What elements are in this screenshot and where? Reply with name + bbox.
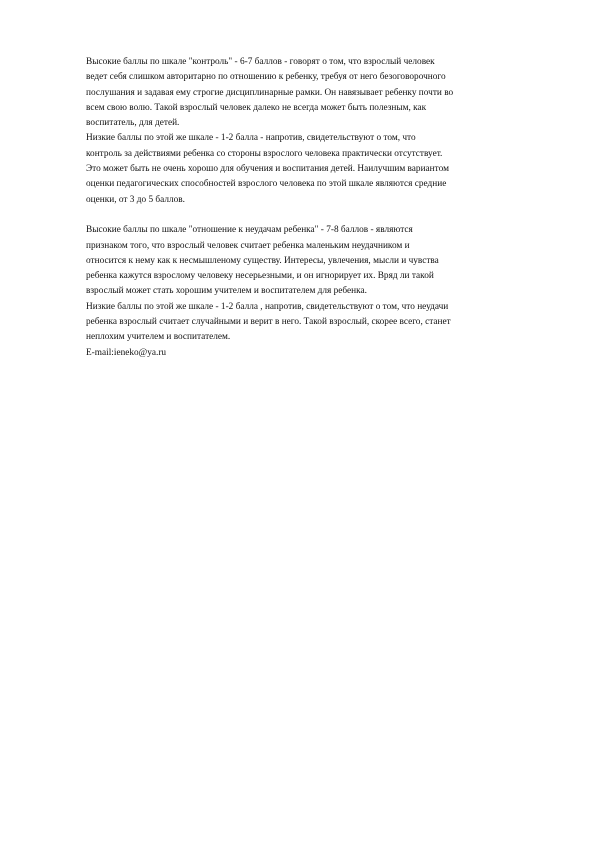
text-line: Высокие баллы по шкале "контроль" - 6-7 баллов - говорят о том, что взрослый человек (86, 57, 435, 67)
text-line: взрослый может стать хорошим учителем и воспитателем для ребенка. (86, 286, 367, 297)
paragraph-low-failure-attitude-score (86, 300, 526, 346)
paragraph-spacer (86, 208, 526, 223)
text-line: воспитатель, для детей. (86, 118, 180, 129)
paragraph-high-control-score (86, 55, 526, 131)
contact-email (86, 346, 526, 361)
text-line: ведет себя слишком авторитарно по отношению к ребенку, требуя от него безоговорочного (86, 72, 446, 83)
text-line: оценки, от 3 до 5 баллов. (86, 194, 186, 205)
text-line: оценки педагогических способностей взрослого человека по этой шкале являются средние (86, 179, 447, 190)
document-body (86, 55, 526, 361)
text-line: Низкие баллы по этой же шкале - 1-2 балла , напротив, свидетельствуют о том, что неудачи (86, 301, 449, 312)
text-line: относится к нему как к несмышленому существу. Интересы, увлечения, мысли и чувства (86, 255, 439, 266)
text-line: всем свою волю. Такой взрослый человек далеко не всегда может быть полезным, как (86, 102, 427, 113)
text-line: ребенка кажутся взрослому человеку несерьезными, и он игнорирует их. Вряд ли такой (86, 271, 434, 282)
text-line: Это может быть не очень хорошо для обучения и воспитания детей. Наилучшим вариантом (86, 164, 449, 175)
paragraph-low-control-score (86, 131, 526, 207)
text-line: Высокие баллы по шкале "отношение к неудачам ребенка" - 7-8 баллов - являются (86, 225, 413, 236)
text-line: неплохим учителем и воспитателем. (86, 332, 231, 343)
text-line: ребенка взрослый считает случайными и верит в него. Такой взрослый, скорее всего, станет (86, 317, 451, 328)
text-line: контроль за действиями ребенка со стороны взрослого человека практически отсутствует. (86, 148, 443, 159)
text-line: послушания и задавая ему строгие дисциплинарные рамки. Он навязывает ребенку почти во (86, 87, 454, 98)
paragraph-high-failure-attitude-score (86, 223, 526, 299)
text-line: Низкие баллы по этой же шкале - 1-2 балла - напротив, свидетельствуют о том, что (86, 133, 416, 144)
email-text: E-mail:ieneko@ya.ru (86, 347, 167, 358)
text-line: признаком того, что взрослый человек считает ребенка маленьким неудачником и (86, 240, 410, 251)
